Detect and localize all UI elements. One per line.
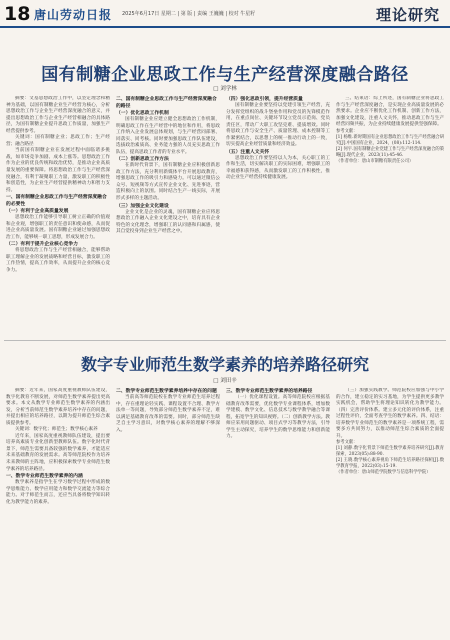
article1-keywords: 关键词：国有制糖企业；思政工作；生产经营；融合路径 xyxy=(6,135,110,147)
article2-heading-3: 三、数学专业师范生数学素养的培养路径 xyxy=(226,389,313,394)
article1-heading-1: 一、国有制糖企业思政工作与生产经营深度融合的必要性 xyxy=(6,195,107,208)
article2-author: □ 刘田辛 xyxy=(213,378,237,384)
article1-subheading-1a: （一）有利于企业高质量发展 xyxy=(6,209,69,215)
article1-conclusion: 三、结束语：综上所述，国有制糖企业将思政工作与生产经营深度融合，是实现企业高质量发展的必然要求。企业应不断优化工作机制、创新工作方法，加强文化建设，注重人文关怀，推动思政工作与生产经营同频共振，为企业持续健康发展提供坚强保障。 xyxy=(336,96,444,128)
article2-abstract: 摘要：近年来，国家高度重视教师队伍建设，数字化教育不断发展，对师范生数学素养提出更高要求。本文从数学专业师范生数学素养的内涵出发，分析当前师范生数学素养培养中存在的问题，并提出相应的培养路径，以期为提升师范生综合素质提供参考。 xyxy=(6,388,110,426)
article2-author-unit: （作者单位：唐山师范学院数学与信息科学学院） xyxy=(336,470,431,476)
article2-heading-2: 二、数学专业师范生数学素养培养中存在的问题 xyxy=(116,389,217,394)
article1-paragraph: 企业文化是企业的灵魂，国有制糖企业应将思想政治工作融入企业文化建设之中，培育具有企业特色的文化理念，增强职工的认同感和归属感，使其自觉投身到企业生产经营之中。 xyxy=(116,209,220,235)
article1-subheading-2a: （一）优化思政工作机制 xyxy=(116,111,169,116)
article2-paragraph: （一）优化课程设置。高等师范院校应根据基础教育改革需要，优化数学专业课程体系，增加数学建模、数学文化、信息技术与数学教学融合等课程，拓宽学生的知识视野。（二）创新教学方法。教师应采用问题驱动、项目式学习等教学方法，引导学生主动探究，培养学生的数学思维能力和创新能力。 xyxy=(226,395,330,440)
header-rule xyxy=(0,26,450,28)
article1-paragraph: 国有制糖企业应建立健全思想政治工作机制，明确思政工作在生产经营中的地位和作用，将思政工作纳入企业发展总体规划，与生产经营同部署、同落实、同考核。同时要加强思政工作队伍建设，选拔政治素质高、业务能力强的人员充实思政工作队伍，提高思政工作者的专业水平。 xyxy=(116,117,220,155)
article1-reference: [1] 杨维.新时期国有企业思想政治工作与生产经营融合研究[J].中国国有企业，2024，(08):112-114. xyxy=(336,134,444,146)
article1-abstract: 摘要：文基思想政治工作中，以坚定理念和精神为基础，以国有制糖企业生产经营为核心，分析思想政治工作与企业生产经营深度融合的意义，并提出思想政治工作与企业生产经营相融合的具体路径，为国有制糖企业提升思政工作质量，加强生产经营提供参考。 xyxy=(6,96,110,134)
article2-heading-1: 一、数学专业师范生数学素养的内涵 xyxy=(6,474,83,480)
article1-column-1 xyxy=(6,96,110,336)
article2-paragraph: 当前高等师范院校在数学专业师范生培养过程中，存在重理论轻实践、课程设置不合理、教学方法单一等问题，导致部分师范生数学素养不足，难以满足基础教育改革的需要。同时，部分师范生缺乏自主学习意识，对数学核心素养的理解不够深入。 xyxy=(116,395,220,433)
article1-paragraph: 思想政治工作要坚持以人为本，关心职工的工作和生活，切实解决职工的实际困难，增强职工的幸福感和获得感，从而激发职工的工作积极性，推动企业生产经营持续健康发展。 xyxy=(226,155,330,181)
article2-reference: [2] 王晓.数学核心素养视角下师范生培养路径探析[J].数学教育学报，2022(03):15-19. xyxy=(336,458,444,470)
article2-column-4 xyxy=(336,388,444,636)
page-number: 18 xyxy=(4,3,31,25)
newspaper-name: 唐山劳动日报 xyxy=(34,8,113,22)
article1-heading-2: 二、国有制糖企业思政工作与生产经营深度融合的路径 xyxy=(116,97,217,109)
article1-intro: 当前国有制糖企业在发展过程中面临诸多挑战，如市场竞争加剧、成本上涨等。思想政治工作作为企业的优良传统和政治优势，是推动企业高质量发展的重要保障。将思想政治工作与生产经营深度融合，有利于凝聚职工力量，激发职工的积极性和创造性，为企业生产经营提供精神动力和智力支持。 xyxy=(6,148,110,193)
article1-column-2 xyxy=(116,96,220,336)
article1-subheading-2b: （二）创新思政工作方法 xyxy=(116,157,169,163)
article1-author-unit: （作者单位：唐山市制糖有限责任公司） xyxy=(336,158,414,164)
article2-column-1 xyxy=(6,388,110,636)
article1-paragraph: 思想政治工作能够引导职工树立正确的价值观和企业观，增强职工的责任意识和使命感，从而促进企业高质量发展。国有制糖企业通过加强思想政治工作，能够统一职工思想，形成发展合力。 xyxy=(6,215,110,240)
article1-reference: [2] 何宇.国有制糖企业党建工作与生产经营深度融合的策略[J].现代企业，2023(11):45-46. xyxy=(336,146,444,158)
article2-column-2 xyxy=(116,388,220,636)
article1-subheading-2c: （三）加强企业文化建设 xyxy=(116,203,169,209)
article2-title: 数字专业师范生数学素养的培养路径研究 xyxy=(80,355,369,374)
edition-meta: 2025年6月17日 星期二 | 第 版 | 责编 王巍巍 | 校对 牛星籽 xyxy=(122,11,256,17)
article-divider xyxy=(4,340,446,341)
article2-intro: 近年来，国家高度重视教师队伍建设，提出要培养高素质专业化创新型教师队伍。数字化时代背景下，师范生需要具备较强的数学素养，才能适应未来基础教育的发展需求。高等师范院校作为培养未来教师的主阵地，应积极探索数学专业师范生数学素养的培养路径。 xyxy=(6,433,110,472)
article1-column-4 xyxy=(336,96,444,336)
article1-author: □ 刘学林 xyxy=(213,86,237,92)
section-title: 理论研究 xyxy=(375,6,440,24)
article2-reference: [1] 刘静.数字化背景下师范生数学素养培养研究[J].教育探索，2023(05):88-90. xyxy=(336,446,444,458)
article1-column-3 xyxy=(226,96,330,336)
article1-paragraph: 国有制糖企业要坚持以党建引领生产经营，充分发挥党组织的战斗堡垒作用和党员的先锋模范作用，在重点岗位、关键环节设立党员示范岗、党员责任区，带动广大职工攻坚克难、提质增效。同时将思政工作与安全生产、质量管理、成本控制等工作紧密结合，以思想上的统一推动行动上的一致，切实提高企业经营质量和经济效益。 xyxy=(226,103,330,148)
article2-paragraph: 数学素养是指学生在学习数学过程中形成的数学思维能力、数学应用能力和数学交流能力等综合能力。对于师范生而言，还应当具备将数学知识转化为教学能力的素养。 xyxy=(6,480,110,505)
article1-reference: 参考文献： xyxy=(336,128,358,134)
article1-paragraph: 将思想政治工作与生产经营相融合，能够帮助职工理解企业的发展战略和经营目标，激发职工的工作热情，提高工作效率，从而提升企业的核心竞争力。 xyxy=(6,248,110,274)
article1-paragraph: 在新时代背景下，国有制糖企业应积极创新思政工作方法，充分利用新媒体平台开展思政教育，增强思政工作的吸引力和感染力。可以通过微信公众号、短视频等方式宣传企业文化、先进事迹，营造积极向上的氛围。同时结合生产一线实际，开展形式多样的主题活动。 xyxy=(116,163,220,202)
article1-subheading-2e: （五）注重人文关怀 xyxy=(226,149,270,155)
article2-column-3 xyxy=(226,388,330,636)
article1-subheading-2d: （四）强化思政引领，提升经营质量 xyxy=(226,97,303,102)
article2-reference: 参考文献： xyxy=(336,440,358,446)
page-header xyxy=(0,0,450,26)
article1-subheading-1b: （二）有利于提升企业核心竞争力 xyxy=(6,242,78,248)
article2-paragraph: （三）加强实践教学。师范院校应加强与中小学的合作，建立稳定的实习基地，为学生提供更多教学实践机会，帮助学生将理论知识转化为教学能力。（四）完善评价体系。建立多元化的评价体系，注重过程性评价，全面考查学生的数学素养。四、结语：培养数学专业师范生的数学素养是一项系统工程，需要多方共同努力，以推动师范生综合素质的全面提升。 xyxy=(336,388,444,439)
article1-title: 国有制糖企业思政工作与生产经营深度融合路径 xyxy=(41,65,409,85)
article2-keywords: 关键词：数字化；师范生；数学核心素养 xyxy=(15,427,98,433)
